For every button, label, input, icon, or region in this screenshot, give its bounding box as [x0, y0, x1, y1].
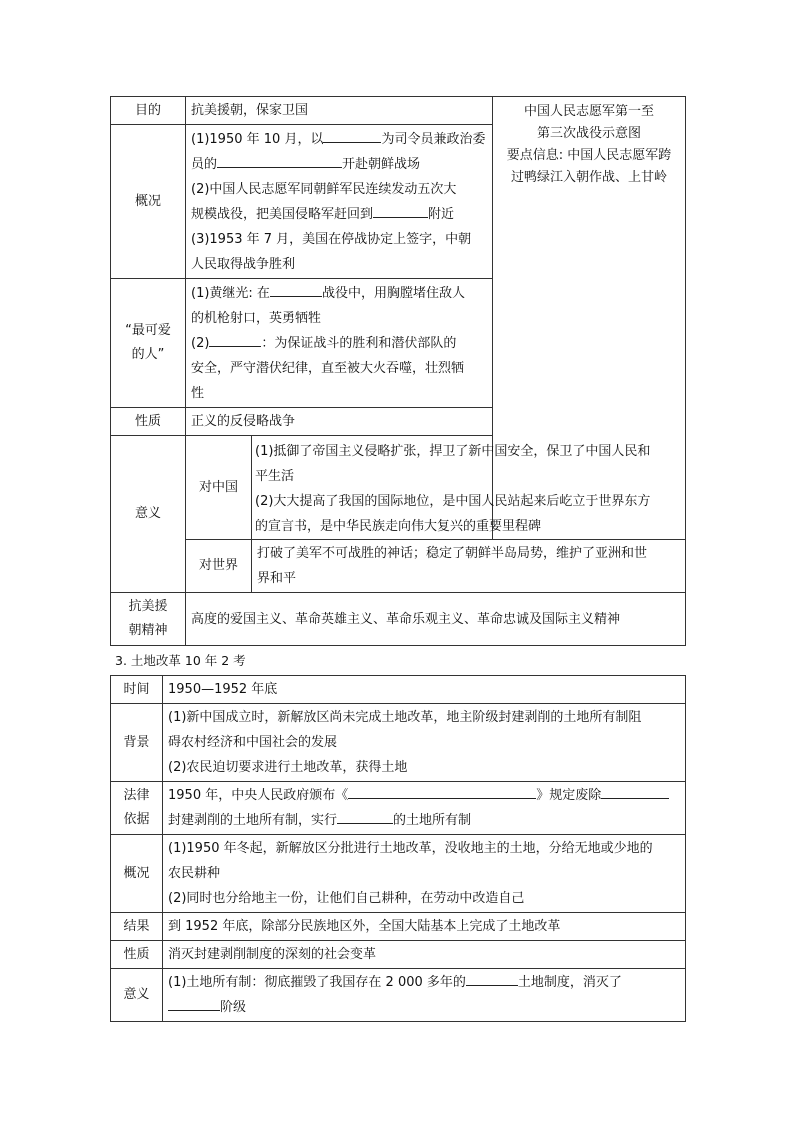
to-china-label: 对中国 [186, 436, 252, 540]
loveable-label: “最可爱 的人” [111, 279, 186, 408]
legal-label: 法律 依据 [111, 782, 163, 835]
to-world-label: 对世界 [186, 540, 252, 593]
significance-label: 意义 [111, 436, 186, 593]
fill-blank [217, 152, 342, 168]
fill-blank [168, 995, 220, 1011]
land-reform-table [110, 675, 686, 1022]
significance2-text: (1)土地所有制：彻底摧毁了我国存在 2 000 多年的 土地制度，消灭了 阶级 [163, 969, 686, 1022]
war-table [110, 96, 686, 646]
significance2-label: 意义 [111, 969, 163, 1022]
background-label: 背景 [111, 704, 163, 782]
overview-text: (1)1950 年 10 月，以 为司令员兼政治委 员的 开赴朝鲜战场 (2)中国人民志愿军同朝鲜军民连续发动五次大 规模战役，把美国侵略军赶回到 附近 (3)1953 年 7 月，美国在停战协定上签字，中朝 人民取得战争胜利 [186, 125, 493, 279]
fill-blank [601, 783, 669, 799]
spirit-label: 抗美援 朝精神 [111, 593, 186, 646]
fill-blank [373, 202, 428, 218]
time-label: 时间 [111, 676, 163, 704]
result-text: 到 1952 年底，除部分民族地区外，全国大陆基本上完成了土地改革 [163, 913, 686, 941]
fill-blank [466, 970, 518, 986]
section-title: 3. 土地改革 10 年 2 考 [115, 653, 246, 668]
background-text: (1)新中国成立时，新解放区尚未完成土地改革，地主阶级封建剥削的土地所有制阻 碍农村经济和中国社会的发展 (2)农民迫切要求进行土地改革，获得土地 [163, 704, 686, 782]
to-world-text: 打破了美军不可战胜的神话；稳定了朝鲜半岛局势，维护了亚洲和世 界和平 [252, 540, 686, 593]
overview2-label: 概况 [111, 835, 163, 913]
legal-text: 1950 年，中央人民政府颁布《 》规定废除 封建剥削的土地所有制，实行 的土地所有制 [163, 782, 686, 835]
overview2-text: (1)1950 年冬起，新解放区分批进行土地改革，没收地主的土地，分给无地或少地的 农民耕种 (2)同时也分给地主一份，让他们自己耕种，在劳动中改造自己 [163, 835, 686, 913]
map-info-line1: 要点信息: 中国人民志愿军跨 [506, 148, 672, 163]
nature-text: 正义的反侵略战争 [186, 408, 493, 436]
map-title-line2: 第三次战役示意图 [537, 126, 642, 141]
goal-label: 目的 [111, 97, 186, 125]
nature2-text: 消灭封建剥削制度的深刻的社会变革 [163, 941, 686, 969]
fill-blank [270, 281, 322, 297]
map-info-line2: 过鸭绿江入朝作战、上甘岭 [511, 170, 668, 185]
result-label: 结果 [111, 913, 163, 941]
fill-blank [337, 808, 393, 824]
overview-label: 概况 [111, 125, 186, 279]
nature-label: 性质 [111, 408, 186, 436]
to-china-text-block: (1)抵御了帝国主义侵略扩张，捍卫了新中国安全，保卫了中国人民和 平生活 (2)大大提高了我国的国际地位，是中国人民站起来后屹立于世界东方 的宣言书，是中华民族走向伟大复兴的重要里程碑 [255, 444, 651, 534]
fill-blank [323, 127, 381, 143]
fill-blank [209, 331, 261, 347]
spirit-text: 高度的爱国主义、革命英雄主义、革命乐观主义、革命忠诚及国际主义精神 [186, 593, 686, 646]
map-title-line1: 中国人民志愿军第一至 [524, 104, 655, 119]
nature2-label: 性质 [111, 941, 163, 969]
time-text: 1950—1952 年底 [163, 676, 686, 704]
fill-blank [348, 783, 536, 799]
goal-text: 抗美援朝，保家卫国 [186, 97, 493, 125]
loveable-text: (1)黄继光: 在 战役中，用胸膛堵住敌人 的机枪射口，英勇牺牲 (2) ：为保证战斗的胜利和潜伏部队的 安全，严守潜伏纪律，直至被大火吞噬，壮烈牺 性 [186, 279, 493, 408]
